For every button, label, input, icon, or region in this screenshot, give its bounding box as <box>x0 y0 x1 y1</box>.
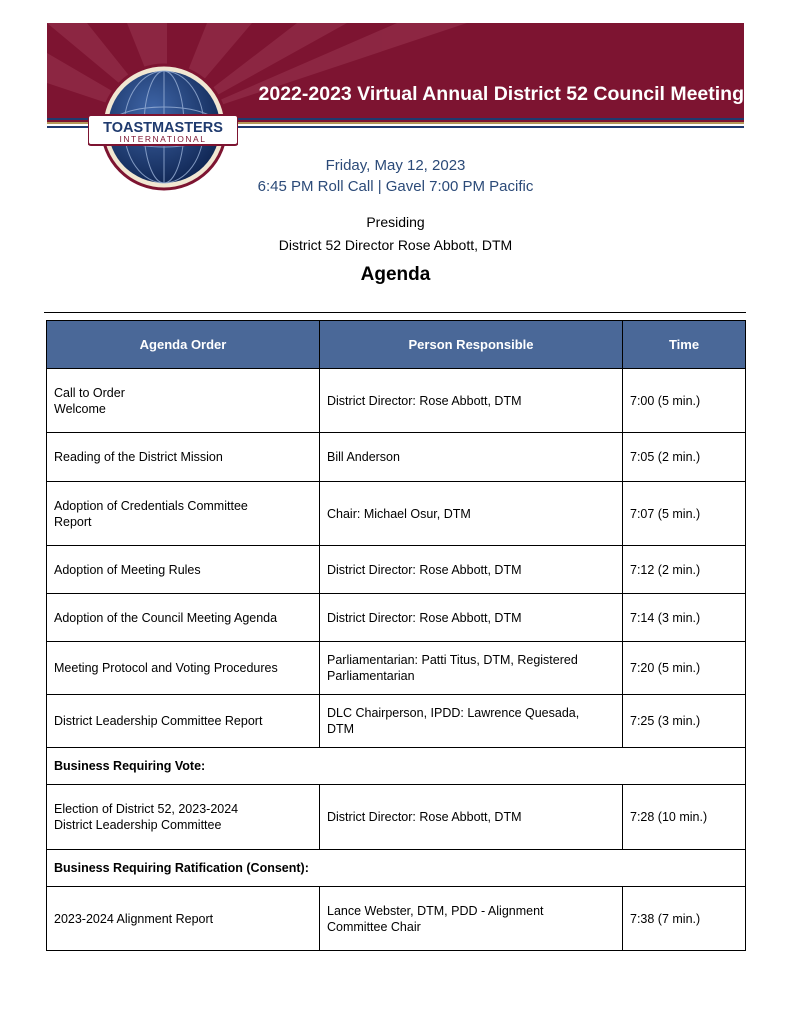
person-responsible-cell-line: Parliamentarian: Patti Titus, DTM, Registered <box>327 653 578 667</box>
agenda-order-cell <box>47 482 320 546</box>
header-agenda-order: Agenda Order <box>47 321 320 369</box>
agenda-row <box>47 594 746 642</box>
agenda-row <box>47 785 746 850</box>
section-row <box>47 850 746 887</box>
person-responsible-cell <box>320 546 623 594</box>
time-cell: 7:12 (2 min.) <box>623 546 746 594</box>
section-label: Business Requiring Ratification (Consent): <box>47 850 746 887</box>
time-cell: 7:14 (3 min.) <box>623 594 746 642</box>
presiding-name: District 52 Director Rose Abbott, DTM <box>278 237 513 253</box>
agenda-row <box>47 433 746 482</box>
time-cell: 7:38 (7 min.) <box>623 887 746 951</box>
section-label: Business Requiring Vote: <box>47 748 746 785</box>
meeting-title: 2022-2023 Virtual Annual District 52 Council Meeting <box>258 83 744 105</box>
meeting-date: Friday, May 12, 2023 <box>325 157 466 174</box>
agenda-order-cell <box>47 887 320 951</box>
time-cell: 7:25 (3 min.) <box>623 695 746 748</box>
meeting-times: 6:45 PM Roll Call | Gavel 7:00 PM Pacific <box>257 178 534 195</box>
person-responsible-cell-line: Chair: Michael Osur, DTM <box>327 506 471 521</box>
time-cell: 7:20 (5 min.) <box>623 642 746 695</box>
time-cell: 7:28 (10 min.) <box>623 785 746 850</box>
agenda-order-cell-line: Adoption of the Council Meeting Agenda <box>54 610 278 625</box>
person-responsible-cell <box>320 433 623 482</box>
presiding-label: Presiding <box>366 214 425 230</box>
agenda-heading: Agenda <box>360 264 431 285</box>
person-responsible-cell <box>320 369 623 433</box>
agenda-order-cell-line: Adoption of Meeting Rules <box>54 562 201 577</box>
person-responsible-cell-line: Lance Webster, DTM, PDD - Alignment <box>327 903 544 918</box>
agenda-order-cell <box>47 642 320 695</box>
agenda-row <box>47 369 746 433</box>
agenda-order-cell-line: 2023-2024 Alignment Report <box>54 911 214 926</box>
agenda-order-cell <box>47 785 320 850</box>
agenda-order-cell-line: Reading of the District Mission <box>54 450 223 464</box>
person-responsible-cell <box>320 594 623 642</box>
agenda-row <box>47 695 746 748</box>
agenda-order-cell-line: District Leadership Committee <box>54 818 222 832</box>
agenda-order-cell-line: Welcome <box>54 401 106 416</box>
person-responsible-cell <box>320 785 623 850</box>
header-time: Time <box>623 321 746 369</box>
agenda-order-cell-line: Meeting Protocol and Voting Procedures <box>54 661 278 675</box>
agenda-order-cell <box>47 369 320 433</box>
time-cell: 7:05 (2 min.) <box>623 433 746 482</box>
table-header-row <box>47 321 746 369</box>
agenda-row <box>47 642 746 695</box>
agenda-order-cell-line: Adoption of Credentials Committee <box>54 498 248 513</box>
agenda-order-cell <box>47 594 320 642</box>
agenda-table-body <box>47 369 746 951</box>
agenda-order-cell-line: Report <box>54 514 92 529</box>
person-responsible-cell-line: District Director: Rose Abbott, DTM <box>327 562 522 577</box>
agenda-row <box>47 887 746 951</box>
agenda-row <box>47 546 746 594</box>
person-responsible-cell <box>320 482 623 546</box>
person-responsible-cell <box>320 887 623 951</box>
agenda-order-cell <box>47 433 320 482</box>
agenda-order-cell <box>47 695 320 748</box>
agenda-order-cell-line: District Leadership Committee Report <box>54 714 263 728</box>
agenda-row <box>47 482 746 546</box>
person-responsible-cell-line: Committee Chair <box>327 919 421 934</box>
person-responsible-cell-line: Bill Anderson <box>327 450 400 464</box>
agenda-order-cell-line: Election of District 52, 2023-2024 <box>54 802 239 816</box>
logo-text-top: TOASTMASTERS <box>103 120 223 136</box>
time-cell: 7:00 (5 min.) <box>623 369 746 433</box>
agenda-order-cell <box>47 546 320 594</box>
agenda-order-cell-line: Call to Order <box>54 385 125 400</box>
person-responsible-cell <box>320 695 623 748</box>
person-responsible-cell-line: District Director: Rose Abbott, DTM <box>327 810 522 824</box>
agenda-table <box>46 320 746 951</box>
person-responsible-cell-line: District Director: Rose Abbott, DTM <box>327 610 522 625</box>
person-responsible-cell-line: DLC Chairperson, IPDD: Lawrence Quesada, <box>327 706 580 720</box>
person-responsible-cell-line: District Director: Rose Abbott, DTM <box>327 393 522 408</box>
section-row <box>47 748 746 785</box>
header-person-responsible: Person Responsible <box>320 321 623 369</box>
person-responsible-cell-line: Parliamentarian <box>327 669 415 683</box>
person-responsible-cell-line: DTM <box>327 722 355 736</box>
person-responsible-cell <box>320 642 623 695</box>
time-cell: 7:07 (5 min.) <box>623 482 746 546</box>
logo-text-bottom: INTERNATIONAL <box>119 134 207 144</box>
divider-rule <box>44 312 746 313</box>
